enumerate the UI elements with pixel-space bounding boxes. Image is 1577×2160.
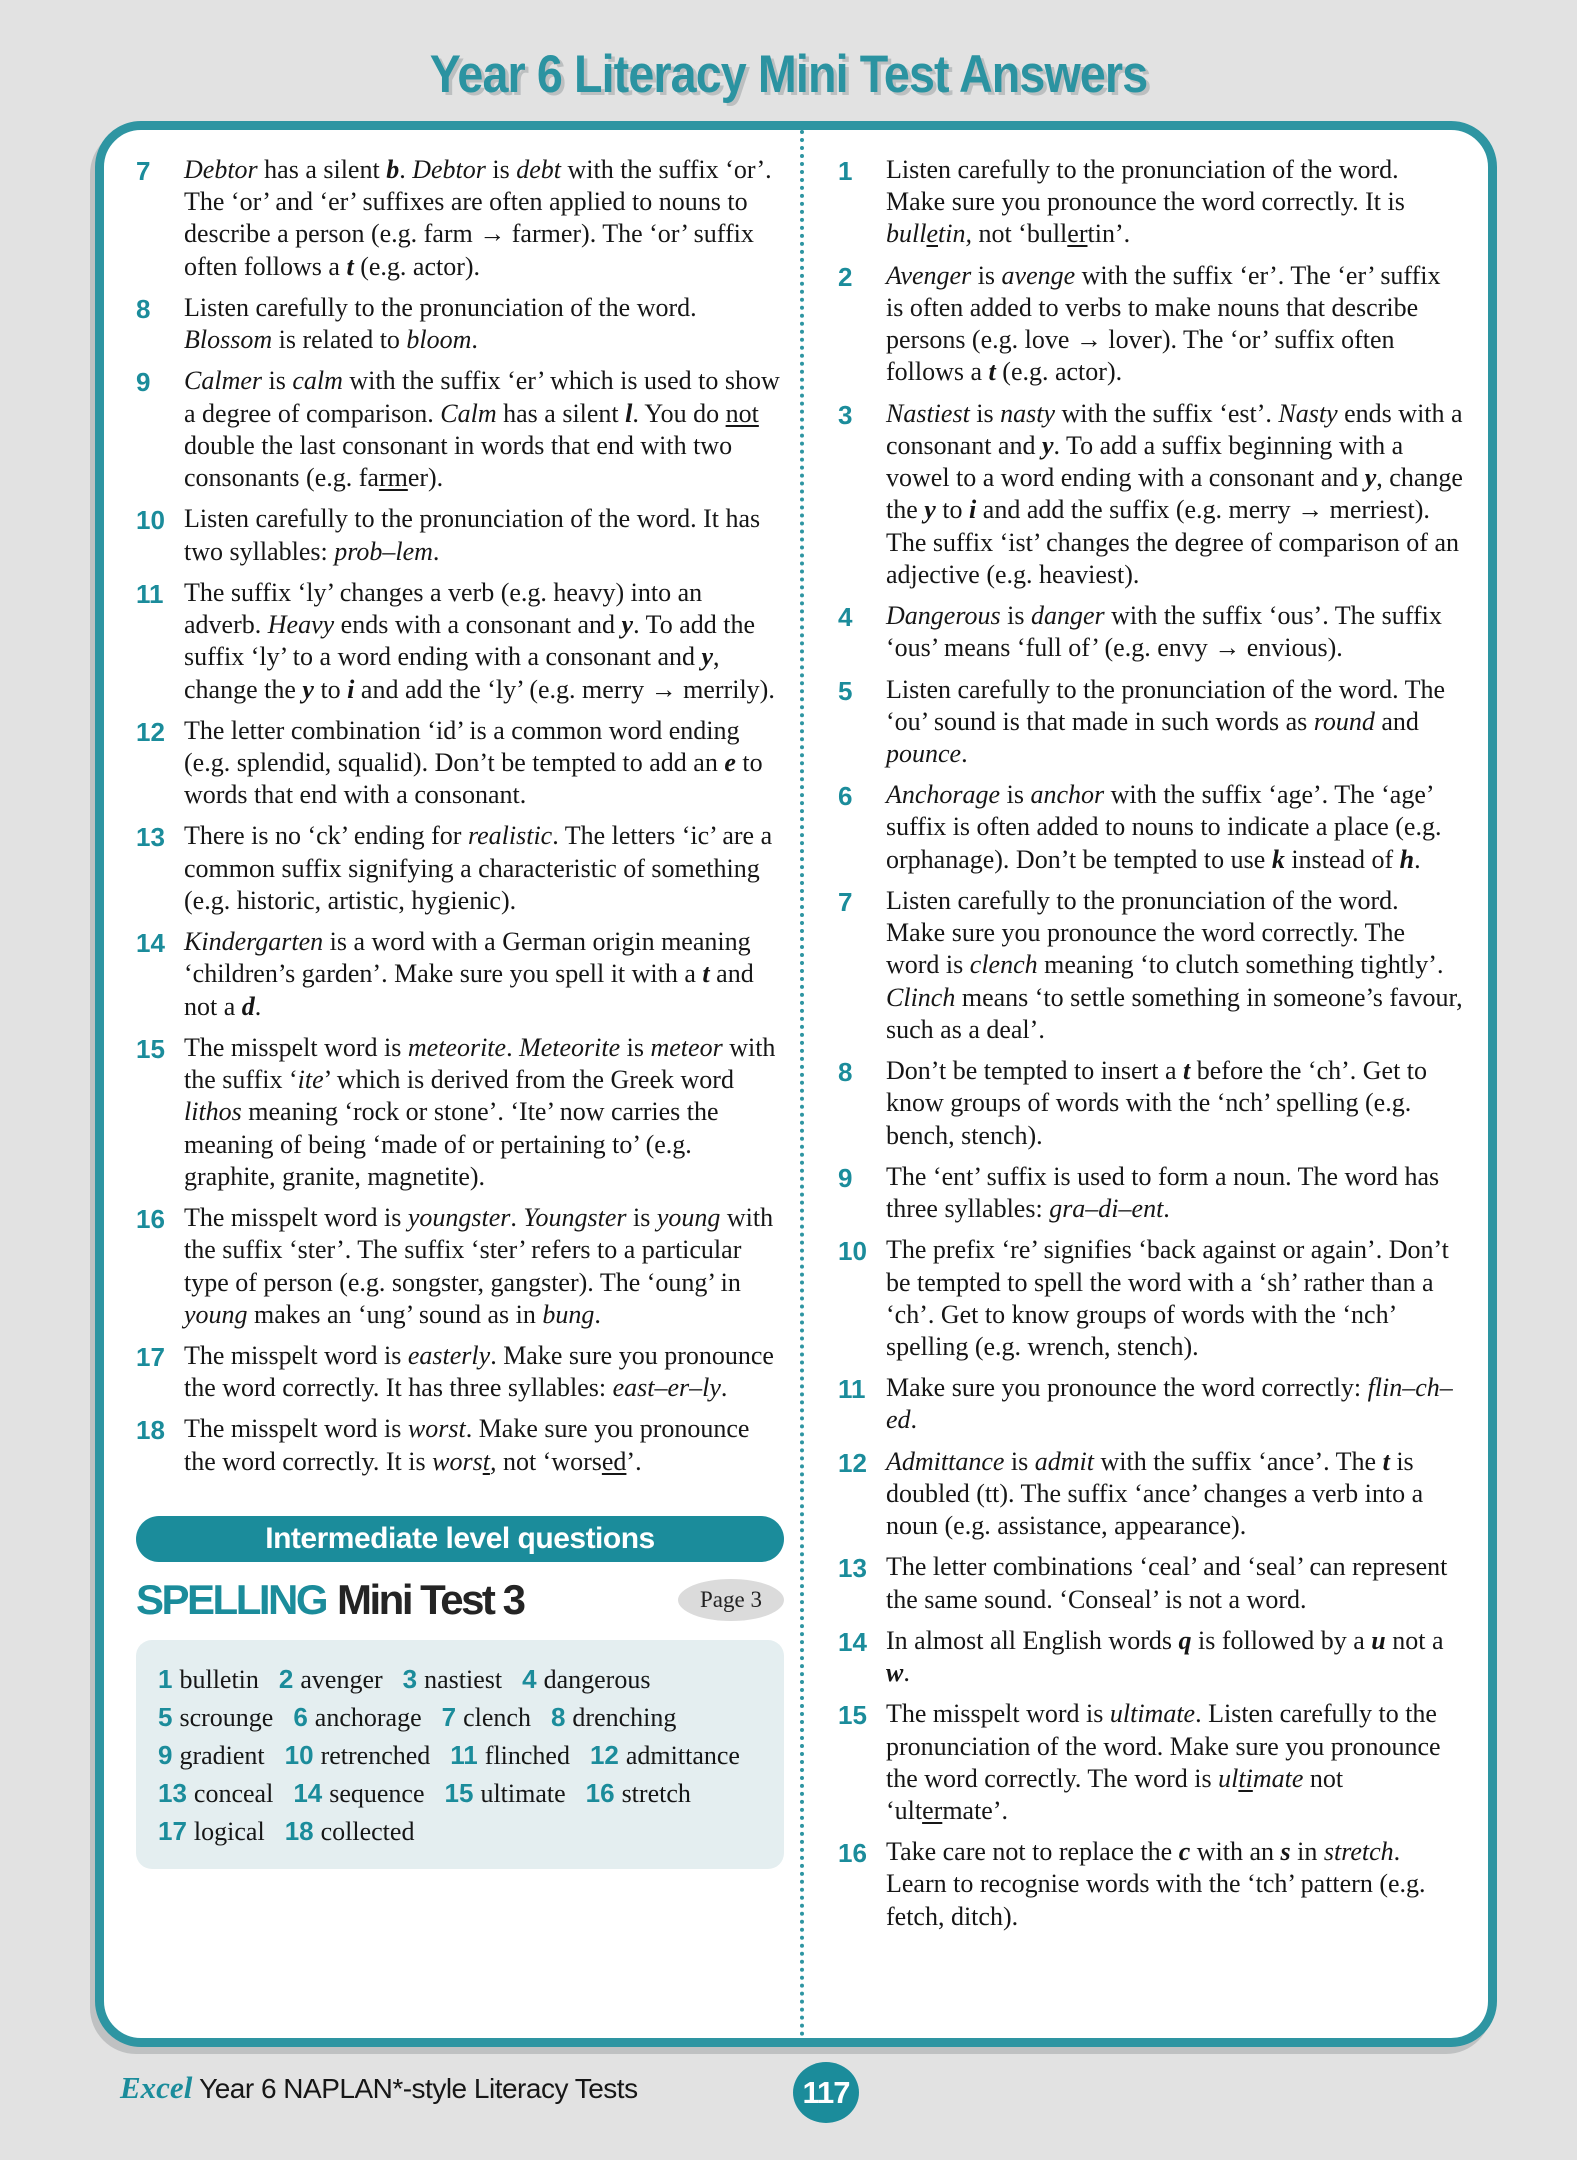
answers-row [158,1740,770,1771]
page-title: Year 6 Literacy Mini Test Answers [429,45,1148,104]
answer-number: 3 [402,1663,418,1694]
item-text: Listen carefully to the pronunciation of the word. It has two syllables: prob–lem. [184,504,761,566]
explanation-item-left-16 [136,1202,784,1331]
explanation-item-right-15 [838,1698,1464,1827]
explanation-item-right-6 [838,779,1464,876]
item-number: 13 [136,822,165,853]
explanation-item-right-16 [838,1836,1464,1933]
item-number: 6 [838,781,853,812]
item-text: The misspelt word is ultimate. Listen carefully to the pronunciation of the word. Make sure you pronounce the word correctly. The word is ultimate not ‘ultermate’. [886,1699,1441,1826]
test-title: Mini Test 3 [337,1575,524,1623]
explanation-item-right-7 [838,885,1464,1046]
left-column [136,154,784,2012]
answer-word: drenching [572,1702,677,1732]
item-text: Calmer is calm with the suffix ‘er’ which is used to show a degree of comparison. Calm has a silent l. You do not double the last consonant in words that end with two consonants (e.g. farmer). [184,366,780,493]
page-number-badge: 117 [793,2062,859,2123]
answer-word: scrounge [179,1702,274,1732]
item-text: Anchorage is anchor with the suffix ‘age’. The ‘age’ suffix is often added to nouns to indicate a place (e.g. orphanage). Don’t be tempted to use k instead of h. [886,780,1442,874]
explanation-item-right-5 [838,674,1464,771]
page-tag: Page 3 [678,1579,784,1621]
item-number: 8 [838,1057,853,1088]
section-banner: Intermediate level questions [136,1516,784,1562]
explanation-item-right-13 [838,1551,1464,1615]
item-number: 13 [838,1553,867,1584]
answer-number: 18 [284,1815,314,1846]
explanation-item-right-10 [838,1234,1464,1363]
item-text: In almost all English words q is followed by a u not a w. [886,1625,1444,1688]
explanation-item-left-8 [136,292,784,356]
answer-word: flinched [484,1740,570,1770]
footer-text: Year 6 NAPLAN*-style Literacy Tests [192,2073,638,2104]
item-text: Dangerous is danger with the suffix ‘ous’. The suffix ‘ous’ means ‘full of’ (e.g. envy → envious). [886,601,1442,663]
answer-number: 8 [550,1701,566,1732]
test-heading [136,1576,784,1624]
explanation-item-left-14 [136,926,784,1023]
left-answer-explanations [136,154,784,1478]
item-text: Debtor has a silent b. Debtor is debt with the suffix ‘or’. The ‘or’ and ‘er’ suffixes are often applied to nouns to describe a person (e.g. farm → farmer). The ‘or’ suffix often follows a t (e.g. actor). [184,155,772,281]
item-text: The suffix ‘ly’ changes a verb (e.g. heavy) into an adverb. Heavy ends with a consonant and y. To add the suffix ‘ly’ to a word ending with a consonant and y, change the y to i and add the ‘ly’ (e.g. merry → merrily). [184,577,775,704]
answer-word: avenger [300,1664,383,1694]
item-number: 16 [838,1838,867,1869]
answers-row [158,1664,770,1695]
explanation-item-right-11 [838,1372,1464,1436]
answer-word: anchorage [314,1702,422,1732]
answer-number: 16 [585,1777,615,1808]
answer-word: clench [463,1702,531,1732]
answer-number: 10 [284,1739,314,1770]
answer-number: 11 [450,1739,478,1770]
explanation-item-left-13 [136,820,784,917]
answer-word: retrenched [320,1740,431,1770]
answer-word: admittance [625,1740,740,1770]
item-text: Listen carefully to the pronunciation of the word. Blossom is related to bloom. [184,292,697,355]
answer-word: gradient [179,1740,265,1770]
answer-word: nastiest [424,1664,503,1694]
item-number: 2 [838,261,853,292]
item-text: Don’t be tempted to insert a t before the ‘ch’. Get to know groups of words with the ‘nch’ spelling (e.g. bench, stench). [886,1056,1428,1150]
answer-number: 9 [158,1739,173,1770]
answer-number: 1 [158,1663,173,1694]
explanation-item-right-8 [838,1055,1464,1152]
item-text: Nastiest is nasty with the suffix ‘est’. Nasty ends with a consonant and y. To add a suffix beginning with a vowel to a word ending with a consonant and y, change the y to i and add the suffix (e.g. merry → merriest). The suffix ‘ist’ changes the degree of comparison of an adjective (e.g. heaviest). [886,398,1463,589]
answer-word: sequence [329,1778,425,1808]
answer-word: stretch [621,1778,691,1808]
item-text: The misspelt word is meteorite. Meteorite is meteor with the suffix ‘ite’ which is derived from the Greek word lithos meaning ‘rock or stone’. ‘Ite’ now carries the meaning of being ‘made of or pertaining to’ (e.g. graphite, granite, magnetite). [184,1032,776,1191]
item-text: Kindergarten is a word with a German origin meaning ‘children’s garden’. Make sure you spell it with a t and not a d. [184,927,754,1021]
item-text: Listen carefully to the pronunciation of the word. Make sure you pronounce the word correctly. The word is clench meaning ‘to clutch something tightly’. Clinch means ‘to settle something in someone’s favour, such as a deal’. [886,885,1463,1044]
answer-word: logical [193,1816,265,1846]
answer-number: 15 [444,1777,474,1808]
answer-number: 13 [158,1777,187,1808]
item-text: The letter combinations ‘ceal’ and ‘seal’ can represent the same sound. ‘Conseal’ is not a word. [886,1552,1448,1614]
answer-number: 6 [293,1701,308,1732]
item-text: The misspelt word is easterly. Make sure you pronounce the word correctly. It has three syllables: east–er–ly. [184,1340,774,1403]
answers-row [158,1702,770,1733]
explanation-item-left-9 [136,365,784,494]
explanation-item-left-17 [136,1340,784,1404]
answer-word: conceal [193,1778,274,1808]
answer-number: 7 [441,1701,457,1732]
answer-number: 5 [158,1701,173,1732]
item-text: The misspelt word is youngster. Youngster is young with the suffix ‘ster’. The suffix ‘ster’ refers to a particular type of person (e.g. songster, gangster). The ‘oung’ in young makes an ‘ung’ sound as in bung. [184,1203,774,1329]
explanation-item-right-9 [838,1161,1464,1225]
explanation-item-left-18 [136,1413,784,1477]
item-text: The prefix ‘re’ signifies ‘back against or again’. Don’t be tempted to spell the word with a ‘sh’ rather than a ‘ch’. Get to know groups of words with the ‘nch’ spelling (e.g. wrench, stench). [886,1235,1449,1361]
footer-credit [120,2070,638,2106]
item-text: Make sure you pronounce the word correctly: flin–ch–ed. [886,1373,1453,1435]
item-number: 7 [838,886,853,917]
item-number: 5 [838,675,853,706]
item-number: 7 [136,156,151,186]
answer-word: bulletin [179,1664,259,1694]
item-number: 11 [136,578,164,609]
item-number: 12 [838,1447,867,1478]
answer-number: 12 [589,1739,619,1770]
item-number: 11 [838,1374,866,1405]
item-text: Avenger is avenge with the suffix ‘er’. The ‘er’ suffix is often added to verbs to make nouns that describe persons (e.g. love → lover). The ‘or’ suffix often follows a t (e.g. actor). [886,260,1441,387]
explanation-item-right-1 [838,154,1464,251]
item-number: 3 [838,399,853,430]
item-text: The misspelt word is worst. Make sure you pronounce the word correctly. It is worst, not ‘worsed’. [184,1414,750,1476]
two-column-layout [104,130,1488,2038]
item-text: Listen carefully to the pronunciation of the word. The ‘ou’ sound is that made in such words as round and pounce. [886,674,1446,768]
item-number: 15 [838,1700,867,1731]
item-text: Admittance is admit with the suffix ‘ance’. The t is doubled (tt). The suffix ‘ance’ changes a verb into a noun (e.g. assistance, appearance). [886,1446,1424,1541]
item-text: There is no ‘ck’ ending for realistic. The letters ‘ic’ are a common suffix signifying a characteristic of something (e.g. historic, artistic, hygienic). [184,821,773,915]
item-text: The ‘ent’ suffix is used to form a noun. The word has three syllables: gra–di–ent. [886,1161,1440,1224]
item-number: 15 [136,1033,165,1064]
answers-row [158,1778,770,1809]
item-number: 18 [136,1415,165,1446]
explanation-item-right-12 [838,1446,1464,1543]
item-text: Take care not to replace the c with an s in stretch. Learn to recognise words with the ‘tch’ pattern (e.g. fetch, ditch). [886,1837,1426,1931]
item-text: The letter combination ‘id’ is a common word ending (e.g. splendid, squalid). Don’t be tempted to add an e to words that end with a consonant. [184,715,763,810]
explanation-item-left-15 [136,1032,784,1193]
explanation-item-right-4 [838,600,1464,664]
answer-word: collected [320,1816,415,1846]
item-number: 9 [838,1162,853,1193]
item-number: 10 [136,505,165,536]
content-box [95,121,1497,2047]
item-number: 17 [136,1341,165,1372]
answers-box [136,1640,784,1869]
right-column [804,154,1464,2012]
item-number: 1 [838,156,853,186]
item-number: 14 [136,928,165,959]
item-number: 16 [136,1204,165,1235]
item-text: Listen carefully to the pronunciation of the word. Make sure you pronounce the word correctly. It is bulletin, not ‘bullertin’. [886,155,1405,249]
explanation-item-left-7 [136,154,784,283]
explanation-item-right-14 [838,1625,1464,1689]
answers-row [158,1816,770,1847]
right-answer-explanations [838,154,1464,1933]
explanation-item-left-10 [136,503,784,567]
answer-number: 4 [522,1663,537,1694]
publisher-brand: Excel [120,2070,193,2105]
item-number: 8 [136,293,151,324]
explanation-item-left-12 [136,715,784,812]
item-number: 12 [136,716,165,747]
explanation-item-right-3 [838,398,1464,591]
explanation-item-right-2 [838,260,1464,389]
item-number: 9 [136,367,151,398]
item-number: 10 [838,1236,867,1267]
answer-number: 2 [278,1663,294,1694]
explanation-item-left-11 [136,577,784,706]
answer-word: dangerous [543,1664,651,1694]
item-number: 4 [838,602,853,633]
answer-word: ultimate [480,1778,566,1808]
category-label: SPELLING [136,1575,327,1623]
answer-number: 17 [158,1815,187,1846]
item-number: 14 [838,1626,867,1657]
answer-number: 14 [293,1777,323,1808]
